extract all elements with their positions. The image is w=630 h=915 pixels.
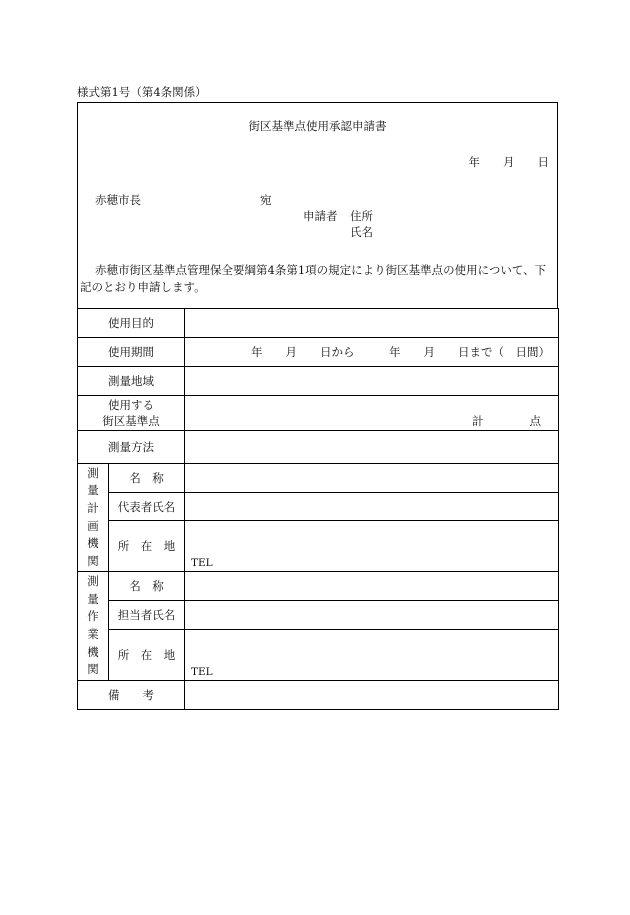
purpose-label: 使用目的 [78, 309, 185, 338]
work-org-group-text: 測量作業機関 [87, 574, 99, 677]
points-field: 計 点 [185, 396, 559, 431]
request-text-line-2: 記のとおり申請します。 [80, 280, 206, 294]
applicant-name-label: 氏名 [350, 225, 373, 239]
work-org-name-field [185, 572, 559, 601]
points-label-line-2: 街区基準点 [102, 414, 160, 428]
purpose-field [185, 309, 559, 338]
document-title: 街区基準点使用承認申請書 [248, 119, 387, 133]
applicant-address-label: 住所 [350, 209, 373, 223]
area-field [185, 367, 559, 396]
form-number: 様式第1号（第4条関係） [77, 85, 207, 99]
addressee-honorific: 宛 [260, 193, 272, 207]
applicant-label: 申請者 [303, 209, 338, 223]
period-row [78, 338, 559, 367]
work-org-contact-row [78, 601, 559, 630]
work-org-address-row [78, 630, 559, 681]
method-field [185, 431, 559, 464]
work-org-contact-field [185, 601, 559, 630]
points-label-line-1: 使用する [108, 398, 154, 412]
method-label: 測量方法 [78, 431, 185, 464]
points-row [78, 396, 559, 431]
date-line: 年 月 日 [468, 155, 549, 169]
method-row [78, 431, 559, 464]
planning-org-address-row [78, 521, 559, 572]
purpose-row [78, 309, 559, 338]
period-field: 年 月 日から 年 月 日まで（ 日間） [185, 338, 559, 367]
remarks-row [78, 681, 559, 710]
planning-org-address-field [185, 521, 559, 572]
planning-org-name-label: 名 称 [109, 464, 185, 493]
work-org-address-field [185, 630, 559, 681]
planning-org-name-field [185, 464, 559, 493]
planning-org-representative-field [185, 493, 559, 521]
application-table [77, 308, 559, 710]
addressee-name: 赤穂市長 [95, 193, 141, 207]
request-text-line-1: 赤穂市街区基準点管理保全要綱第4条第1項の規定により街区基準点の使用について、下 [95, 263, 547, 277]
planning-org-name-row [78, 464, 559, 493]
planning-org-tel-label: TEL [191, 557, 213, 569]
planning-org-representative-label: 代表者氏名 [109, 493, 185, 521]
area-row [78, 367, 559, 396]
work-org-tel-label: TEL [191, 666, 213, 678]
planning-org-address-label: 所 在 地 [109, 521, 185, 572]
planning-org-representative-row [78, 493, 559, 521]
points-label [78, 396, 185, 431]
work-org-name-row [78, 572, 559, 601]
work-org-group-label [78, 572, 109, 681]
area-label: 測量地域 [78, 367, 185, 396]
remarks-label: 備 考 [78, 681, 185, 710]
period-label: 使用期間 [78, 338, 185, 367]
work-org-contact-label: 担当者氏名 [109, 601, 185, 630]
remarks-field [185, 681, 559, 710]
planning-org-group-text: 測量計画機関 [87, 465, 99, 568]
work-org-address-label: 所 在 地 [109, 630, 185, 681]
planning-org-group-label [78, 464, 109, 572]
work-org-name-label: 名 称 [109, 572, 185, 601]
